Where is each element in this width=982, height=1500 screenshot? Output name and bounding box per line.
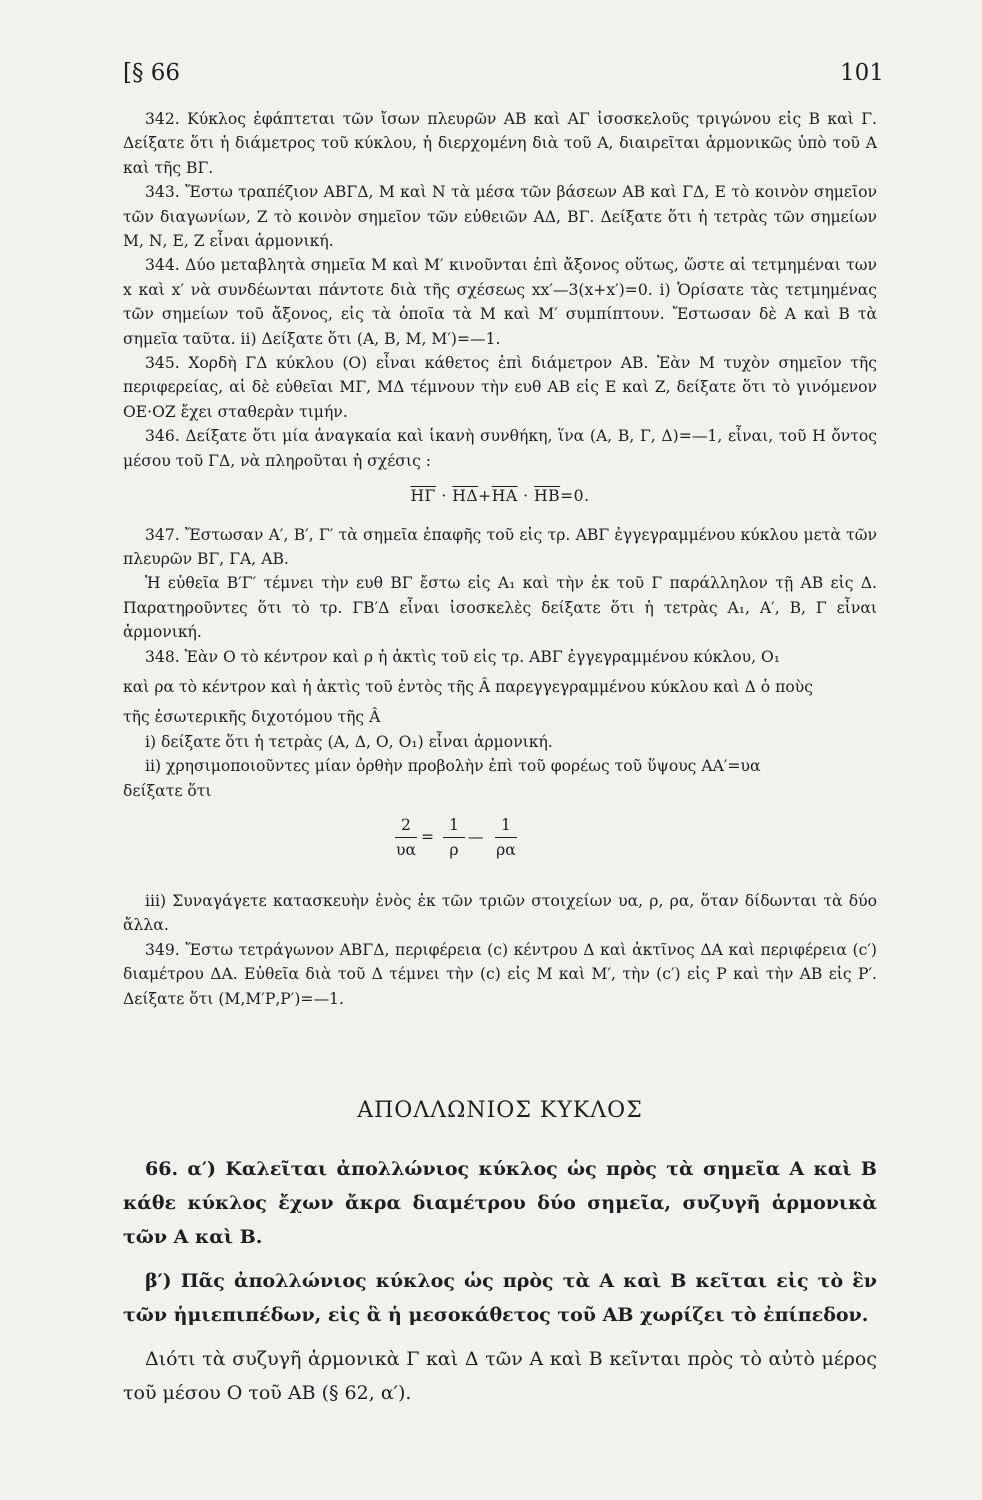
formula-346 xyxy=(123,484,877,508)
definition-66a: 66. α′) Καλεῖται ἀπολλώνιος κύκλος ὡς πρὸς τὰ σημεῖα Α καὶ Β κάθε κύκλος ἔχων ἄκρα διαμέτρου δύο σημεῖα, συζυγῆ ἁρμονικὰ τῶν Α καὶ Β. xyxy=(123,1158,877,1248)
fraction-numerator: 1 xyxy=(443,813,465,838)
definition-66b: β′) Πᾶς ἀπολλώνιος κύκλος ὡς πρὸς τὰ Α καὶ Β κεῖται εἰς τὸ ἓν τῶν ἡμιεπιπέδων, εἰς ἃ ἡ μεσοκάθετος τοῦ ΑΒ χωρίζει τὸ ἐπίπεδον. xyxy=(123,1270,877,1326)
segment-ha: $\overline{HA}$ xyxy=(491,487,518,506)
exercise-349: 349. Ἔστω τετράγωνον ΑΒΓΔ, περιφέρεια (c) κέντρου Δ καὶ ἀκτῖνος ΔΑ καὶ περιφέρεια (c′) διαμέτρου ΔΑ. Εὐθεῖα διὰ τοῦ Δ τέμνει τὴν (c) εἰς Μ καὶ Μ′, τὴν (c′) εἰς Ρ καὶ τὴν ΑΒ εἰς Ρ′. Δείξατε ὅτι (Μ,Μ′Ρ,Ρ′)=—1. xyxy=(123,940,877,1008)
fraction-formula-348 xyxy=(123,813,877,875)
fraction-denominator: ρ xyxy=(449,840,459,859)
exercise-348-show: δείξατε ὅτι xyxy=(123,781,212,800)
exercise-345: 345. Χορδὴ ΓΔ κύκλου (Ο) εἶναι κάθετος ἐπὶ διάμετρον ΑΒ. Ἐὰν Μ τυχὸν σημεῖον τῆς περιφερείας, αἱ δὲ εὐθεῖαι ΜΓ, ΜΔ τέμνουν τὴν ευθ ΑΒ εἰς Ε καὶ Ζ, δείξατε ὅτι τὸ γινόμενον ΟΕ·ΟΖ ἔχει σταθερὰν τιμήν. xyxy=(123,354,877,421)
formula-plus: + xyxy=(478,487,492,506)
segment-hd: $\overline{H\Delta}$ xyxy=(452,487,479,506)
formula-dot: · xyxy=(441,487,447,506)
fraction-numerator: 1 xyxy=(495,813,517,838)
exercise-348-line2: καὶ ρα τὸ κέντρον καὶ ἡ ἀκτὶς τοῦ ἐντὸς τῆς Â παρεγγεγραμμένου κύκλου καὶ Δ ὁ ποὺς xyxy=(123,677,813,696)
exercise-348-part-iii: iii) Συναγάγετε κατασκευὴν ἑνὸς ἐκ τῶν τριῶν στοιχείων υα, ρ, ρα, ὅταν δίδωνται τὰ δύο ἄλλα. xyxy=(123,891,877,935)
segment-hg: $\overline{H\Gamma}$ xyxy=(410,487,436,506)
formula-dot: · xyxy=(523,487,529,506)
section-reference: [§ 66 xyxy=(123,60,181,86)
exercise-344: 344. Δύο μεταβλητὰ σημεῖα Μ καὶ Μ′ κινοῦνται ἐπὶ ἄξονος οὕτως, ὥστε αἱ τετμημέναι των x καὶ x′ νὰ συνδέωνται πάντοτε διὰ τῆς σχέσεως xx′—3(x+x′)=0. i) Ὁρίσατε τὰς τετμημένας τῶν σημείων τοῦ ἄξονος, εἰς τὰ ὁποῖα τὰ Μ καὶ Μ′ συμπίπτουν. Ἔστωσαν δὲ Α καὶ Β τὰ σημεῖα ταῦτα. ii) Δείξατε ὅτι (Α, Β, Μ, Μ′)=—1. xyxy=(123,256,877,348)
exercise-346: 346. Δείξατε ὅτι μία ἀναγκαία καὶ ἱκανὴ συνθήκη, ἵνα (Α, Β, Γ, Δ)=—1, εἶναι, τοῦ Η ὄντος μέσου τοῦ ΓΔ, νὰ πληροῦται ἡ σχέσις : xyxy=(123,427,877,470)
segment-hb: $\overline{HB}$ xyxy=(534,487,561,506)
fraction-denominator: ρα xyxy=(496,840,516,859)
exercise-348: 348. Ἐὰν Ο τὸ κέντρον καὶ ρ ἡ ἀκτὶς τοῦ εἰς τρ. ΑΒΓ ἐγγεγραμμένου κύκλου, Ο₁ xyxy=(145,647,781,666)
exercise-342: 342. Κύκλος ἐφάπτεται τῶν ἴσων πλευρῶν ΑΒ καὶ ΑΓ ἰσοσκελοῦς τριγώνου εἰς Β καὶ Γ. Δείξατε ὅτι ἡ διάμετρος τοῦ κύκλου, ἡ διερχομένη διὰ τοῦ Α, διαιρεῖται ἁρμονικῶς ὑπὸ τοῦ Α καὶ τῆς ΒΓ. xyxy=(123,110,877,177)
exercises-block xyxy=(123,107,877,1011)
definitions-block xyxy=(123,1152,877,1410)
formula-equals-zero: =0. xyxy=(560,487,590,506)
exercise-348-line3: τῆς ἐσωτερικῆς διχοτόμου τῆς Â xyxy=(123,708,381,727)
equals-sign: = xyxy=(421,827,435,846)
section-heading: ΑΠΟΛΛΩΝΙΟΣ ΚΥΚΛΟΣ xyxy=(357,1098,643,1123)
definition-proof: Διότι τὰ συζυγῆ ἁρμονικὰ Γ καὶ Δ τῶν Α καὶ Β κεῖνται πρὸς τὸ αὐτὸ μέρος τοῦ μέσου Ο τοῦ ΑΒ (§ 62, α′). xyxy=(123,1348,877,1404)
fraction-denominator: υα xyxy=(395,840,416,859)
minus-sign: — xyxy=(468,827,484,846)
exercise-348-part-i: i) δείξατε ὅτι ἡ τετρὰς (Α, Δ, Ο, Ο₁) εἶναι ἁρμονική. xyxy=(145,732,553,751)
page-number: 101 xyxy=(840,60,884,86)
exercise-347-cont: Ἡ εὐθεῖα Β′Γ′ τέμνει τὴν ευθ ΒΓ ἔστω εἰς Α₁ καὶ τὴν ἐκ τοῦ Γ παράλληλον τῇ ΑΒ εἰς Δ. Παρατηροῦντες ὅτι τὸ τρ. ΓΒ′Δ εἶναι ἰσοσκελὲς δείξατε ὅτι ἡ τετρὰς Α₁, Α′, Β, Γ εἶναι ἁρμονική. xyxy=(123,574,877,642)
fraction-2-over-ua xyxy=(395,813,417,862)
fraction-1-over-r xyxy=(443,813,465,862)
fraction-numerator: 2 xyxy=(395,813,417,838)
fraction-1-over-ra xyxy=(495,813,517,862)
exercise-347: 347. Ἔστωσαν Α′, Β′, Γ′ τὰ σημεῖα ἐπαφῆς τοῦ εἰς τρ. ΑΒΓ ἐγγεγραμμένου κύκλου μετὰ τῶν πλευρῶν ΒΓ, ΓΑ, ΑΒ. xyxy=(123,525,877,568)
exercise-348-part-ii: ii) χρησιμοποιοῦντες μίαν ὀρθὴν προβολὴν ἐπὶ τοῦ φορέως τοῦ ὕψους ΑΑ′=υα xyxy=(145,757,761,776)
exercise-343: 343. Ἔστω τραπέζιον ΑΒΓΔ, Μ καὶ Ν τὰ μέσα τῶν βάσεων ΑΒ καὶ ΓΔ, Ε τὸ κοινὸν σημεῖον τῶν διαγωνίων, Ζ τὸ κοινὸν σημεῖον τῶν εὐθειῶν ΑΔ, ΒΓ. Δείξατε ὅτι ἡ τετρὰς τῶν σημείων Μ, Ν, Ε, Ζ εἶναι ἁρμονική. xyxy=(123,183,877,251)
